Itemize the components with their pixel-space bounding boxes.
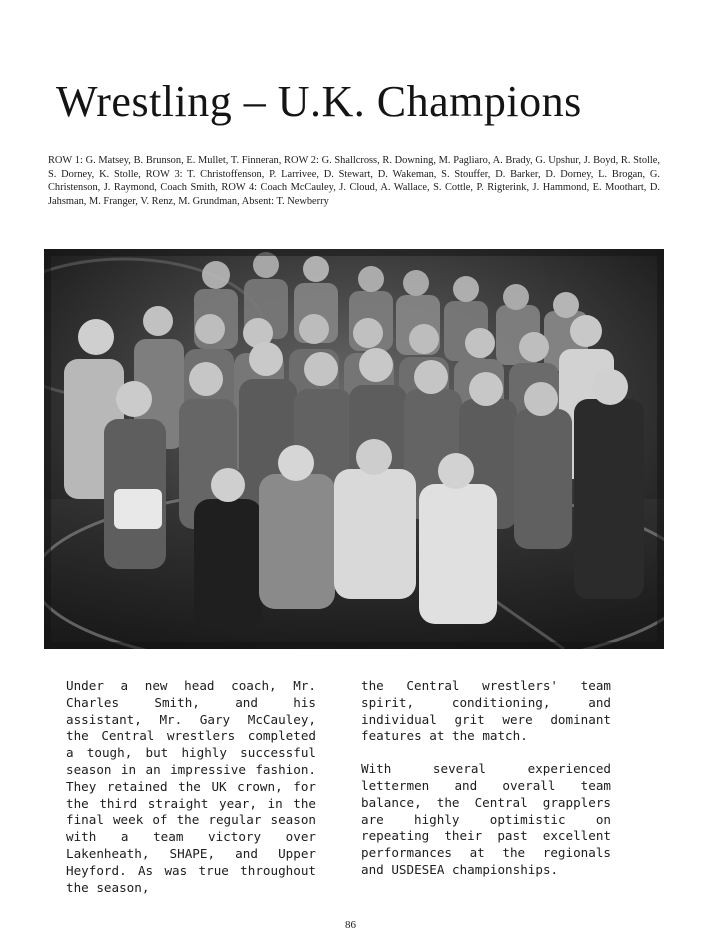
roster-caption: ROW 1: G. Matsey, B. Brunson, E. Mullet, T. Finneran, ROW 2: G. Shallcross, R. Downing, M. Pagliaro, A. Brady, G. Upshur, J. Boyd, R. Stolle, S. Dorney, K. Stolle, ROW 3: T. Christoffenson, P. Larrivee, D. Stewart, D. Wakeman, S. Stouffer, D. Barker, D. Dorney, L. Brogan, G. Christenson, J. Raymond, Coach Smith, ROW 4: Coach McCauley, J. Cloud, A. Wallace, S. Cottle, P. Rigterink, J. Hammond, E. Moothart, D. Jahsman, M. Franger, V. Renz, M. Grundman, Absent: T. Newberry bbox=[48, 155, 660, 207]
article-paragraph: With several experienced lettermen and overall team balance, the Central grapplers are highly optimistic on repeating their past excellent performances at the regionals and USDESEA championships. bbox=[361, 761, 611, 877]
page-title: Wrestling – U.K. Champions bbox=[56, 77, 582, 126]
article-column-left bbox=[66, 678, 316, 912]
team-photo-illustration bbox=[44, 249, 664, 649]
team-photo bbox=[44, 249, 664, 649]
article-paragraph: the Central wrestlers' team spirit, conditioning, and individual grit were dominant features at the match. bbox=[361, 678, 611, 744]
article-paragraph: Under a new head coach, Mr. Charles Smith, and his assistant, Mr. Gary McCauley, the Central wrestlers completed a tough, but highly successful season in an impressive fashion. They retained the UK crown, for the third straight year, in the final week of the regular season with a team victory over Lakenheath, SHAPE, and Upper Heyford. As was true throughout the season, bbox=[66, 678, 316, 895]
article-column-right bbox=[361, 678, 611, 895]
page-number: 86 bbox=[345, 919, 356, 931]
